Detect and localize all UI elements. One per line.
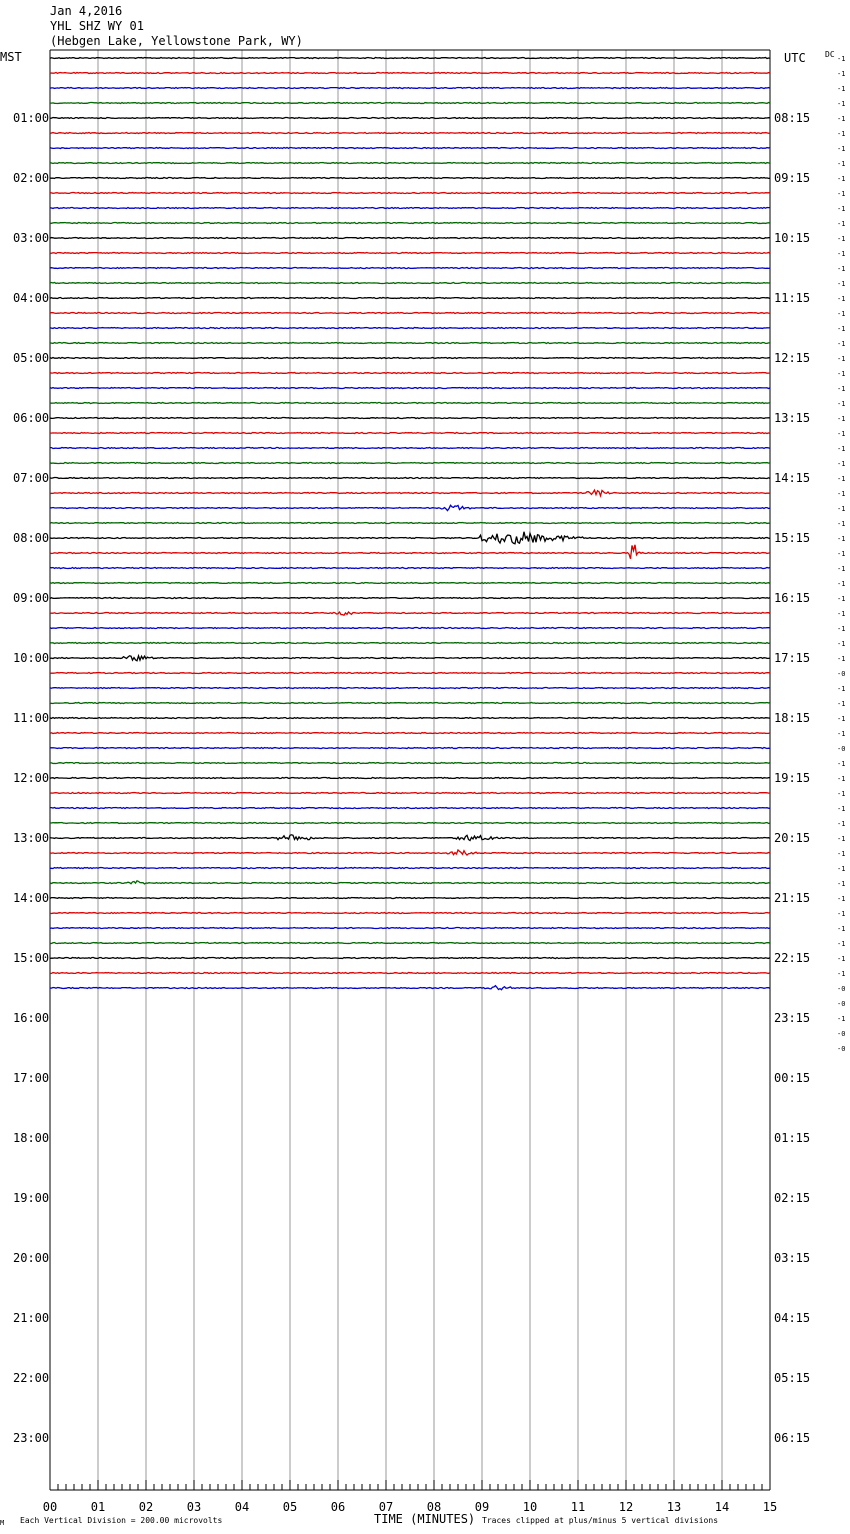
- utc-hour-label: 09:15: [774, 171, 811, 185]
- trace-62: [50, 986, 770, 990]
- trace-52: [50, 835, 770, 841]
- mst-hour-label: 17:00: [13, 1071, 50, 1085]
- dc-offset-label: -1: [837, 610, 846, 618]
- trace-38: [50, 628, 770, 629]
- dc-offset-label: -1: [837, 325, 846, 333]
- dc-offset-label: -1: [837, 895, 846, 903]
- dc-offset-label: -1: [837, 730, 846, 738]
- utc-hour-label: 04:15: [774, 1311, 811, 1325]
- dc-offset-label: -1: [837, 70, 846, 78]
- trace-50: [50, 808, 770, 809]
- x-tick-label: 12: [618, 1500, 634, 1514]
- utc-hour-label: 20:15: [774, 831, 811, 845]
- mst-hour-label: 03:00: [13, 231, 50, 245]
- trace-8: [50, 178, 770, 179]
- dc-offset-label: -1: [837, 550, 846, 558]
- utc-hour-label: 17:15: [774, 651, 811, 665]
- dc-offset-label: -1: [837, 655, 846, 663]
- dc-offset-label: -1: [837, 505, 846, 513]
- trace-3: [50, 103, 770, 104]
- mst-hour-label: 08:00: [13, 531, 50, 545]
- trace-41: [50, 673, 770, 674]
- dc-offset-label: -1: [837, 700, 846, 708]
- trace-25: [50, 433, 770, 434]
- mst-hour-label: 11:00: [13, 711, 50, 725]
- utc-hour-label: 23:15: [774, 1011, 811, 1025]
- dc-offset-label: -0: [837, 1030, 846, 1038]
- trace-49: [50, 793, 770, 794]
- x-tick-label: 13: [666, 1500, 682, 1514]
- utc-hour-label: 19:15: [774, 771, 811, 785]
- dc-label: DC: [825, 50, 835, 59]
- scale-note: Each Vertical Division = 200.00 microvolts: [20, 1516, 223, 1525]
- utc-hour-label: 08:15: [774, 111, 811, 125]
- dc-offset-label: -1: [837, 820, 846, 828]
- x-tick-label: 03: [186, 1500, 202, 1514]
- trace-5: [50, 133, 770, 134]
- trace-26: [50, 448, 770, 449]
- dc-offset-label: -1: [837, 130, 846, 138]
- trace-51: [50, 823, 770, 824]
- mst-hour-label: 14:00: [13, 891, 50, 905]
- trace-33: [50, 545, 770, 559]
- x-tick-label: 07: [378, 1500, 394, 1514]
- dc-offset-label: -1: [837, 85, 846, 93]
- trace-21: [50, 373, 770, 374]
- dc-offset-label: -1: [837, 940, 846, 948]
- header-location: (Hebgen Lake, Yellowstone Park, WY): [50, 34, 303, 48]
- dc-offset-label: -0: [837, 670, 846, 678]
- dc-offset-label: -1: [837, 160, 846, 168]
- mst-hour-label: 06:00: [13, 411, 50, 425]
- utc-hour-label: 03:15: [774, 1251, 811, 1265]
- trace-56: [50, 898, 770, 899]
- x-axis: [43, 1480, 777, 1514]
- trace-18: [50, 328, 770, 329]
- dc-offset-label: -1: [837, 1015, 846, 1023]
- x-tick-label: 08: [426, 1500, 442, 1514]
- dc-offset-label: -1: [837, 625, 846, 633]
- dc-offset-label: -1: [837, 490, 846, 498]
- dc-offset-label: -1: [837, 445, 846, 453]
- mst-hour-label: 09:00: [13, 591, 50, 605]
- dc-offset-label: -0: [837, 985, 846, 993]
- mst-hour-label: 22:00: [13, 1371, 50, 1385]
- trace-group: [50, 58, 770, 990]
- trace-59: [50, 943, 770, 944]
- x-tick-label: 02: [138, 1500, 154, 1514]
- dc-offset-label: -1: [837, 370, 846, 378]
- x-tick-label: 14: [714, 1500, 730, 1514]
- x-tick-label: 10: [522, 1500, 538, 1514]
- trace-44: [50, 718, 770, 719]
- utc-hour-label: 21:15: [774, 891, 811, 905]
- dc-offset-label: -1: [837, 55, 846, 63]
- dc-offset-label: -1: [837, 925, 846, 933]
- x-tick-label: 09: [474, 1500, 490, 1514]
- dc-offset-label: -1: [837, 805, 846, 813]
- utc-hour-label: 10:15: [774, 231, 811, 245]
- header-station: YHL SHZ WY 01: [50, 19, 144, 33]
- trace-27: [50, 463, 770, 464]
- dc-offset-label: -1: [837, 355, 846, 363]
- dc-offset-label: -1: [837, 460, 846, 468]
- mst-hour-label: 19:00: [13, 1191, 50, 1205]
- trace-43: [50, 703, 770, 704]
- trace-53: [50, 850, 770, 855]
- trace-20: [50, 358, 770, 359]
- dc-offset-label: -1: [837, 910, 846, 918]
- utc-hour-label: 05:15: [774, 1371, 811, 1385]
- dc-offset-label: -1: [837, 640, 846, 648]
- x-tick-label: 01: [90, 1500, 106, 1514]
- trace-55: [50, 881, 770, 884]
- trace-22: [50, 388, 770, 389]
- trace-31: [50, 523, 770, 524]
- trace-36: [50, 598, 770, 599]
- trace-1: [50, 73, 770, 74]
- dc-offset-label: -1: [837, 775, 846, 783]
- trace-37: [50, 612, 770, 615]
- trace-61: [50, 973, 770, 974]
- utc-hour-label: 12:15: [774, 351, 811, 365]
- utc-hour-label: 22:15: [774, 951, 811, 965]
- mst-hour-label: 04:00: [13, 291, 50, 305]
- trace-47: [50, 763, 770, 764]
- x-tick-label: 04: [234, 1500, 250, 1514]
- mst-hour-label: 20:00: [13, 1251, 50, 1265]
- corner-mark: M: [0, 1519, 5, 1527]
- utc-hour-label: 16:15: [774, 591, 811, 605]
- mst-hour-label: 16:00: [13, 1011, 50, 1025]
- trace-12: [50, 238, 770, 239]
- trace-23: [50, 403, 770, 404]
- trace-7: [50, 163, 770, 164]
- dc-offset-label: -0: [837, 1000, 846, 1008]
- trace-15: [50, 283, 770, 284]
- dc-offset-label: -1: [837, 265, 846, 273]
- utc-hour-label: 02:15: [774, 1191, 811, 1205]
- dc-offset-label: -1: [837, 880, 846, 888]
- utc-hour-label: 14:15: [774, 471, 811, 485]
- x-tick-label: 05: [282, 1500, 298, 1514]
- header-date: Jan 4,2016: [50, 4, 123, 18]
- x-tick-label: 00: [42, 1500, 58, 1514]
- dc-offset-label: -1: [837, 175, 846, 183]
- dc-offset-label: -1: [837, 415, 846, 423]
- dc-offset-label: -1: [837, 790, 846, 798]
- dc-offset-label: -1: [837, 565, 846, 573]
- dc-offset-label: -1: [837, 685, 846, 693]
- trace-45: [50, 733, 770, 734]
- trace-28: [50, 478, 770, 479]
- trace-10: [50, 208, 770, 209]
- trace-0: [50, 58, 770, 59]
- dc-offset-label: -1: [837, 145, 846, 153]
- clip-note: Traces clipped at plus/minus 5 vertical divisions: [482, 1516, 719, 1525]
- utc-hour-label: 18:15: [774, 711, 811, 725]
- dc-offset-label: -1: [837, 280, 846, 288]
- trace-29: [50, 490, 770, 496]
- trace-9: [50, 193, 770, 194]
- dc-offset-label: -1: [837, 400, 846, 408]
- dc-offset-label: -1: [837, 850, 846, 858]
- utc-hour-label: 06:15: [774, 1431, 811, 1445]
- dc-offset-label: -1: [837, 115, 846, 123]
- trace-2: [50, 88, 770, 89]
- dc-offset-label: -1: [837, 715, 846, 723]
- trace-48: [50, 778, 770, 779]
- utc-hour-label: UTC: [784, 51, 806, 65]
- dc-offset-label: -1: [837, 235, 846, 243]
- dc-offset-label: -1: [837, 310, 846, 318]
- dc-offset-label: -1: [837, 580, 846, 588]
- dc-offset-label: -1: [837, 520, 846, 528]
- dc-offset-label: -1: [837, 100, 846, 108]
- dc-offset-label: -1: [837, 295, 846, 303]
- mst-hour-label: 12:00: [13, 771, 50, 785]
- trace-34: [50, 568, 770, 569]
- dc-offset-label: -1: [837, 955, 846, 963]
- dc-offset-label: -1: [837, 835, 846, 843]
- trace-42: [50, 688, 770, 689]
- trace-39: [50, 643, 770, 644]
- utc-hour-label: 13:15: [774, 411, 811, 425]
- dc-offset-label: -1: [837, 535, 846, 543]
- mst-hour-label: 18:00: [13, 1131, 50, 1145]
- dc-offset-label: -1: [837, 385, 846, 393]
- dc-offset-label: -1: [837, 760, 846, 768]
- dc-offset-label: -1: [837, 190, 846, 198]
- dc-offset-label: -1: [837, 595, 846, 603]
- x-tick-label: 11: [570, 1500, 586, 1514]
- trace-35: [50, 583, 770, 584]
- dc-offset-labels: [837, 55, 845, 1053]
- trace-16: [50, 298, 770, 299]
- trace-14: [50, 268, 770, 269]
- trace-60: [50, 958, 770, 959]
- x-tick-label: 15: [762, 1500, 778, 1514]
- trace-58: [50, 928, 770, 929]
- mst-hour-label: 13:00: [13, 831, 50, 845]
- mst-hour-label: 15:00: [13, 951, 50, 965]
- mst-hour-label: 01:00: [13, 111, 50, 125]
- utc-hour-label: 01:15: [774, 1131, 811, 1145]
- mst-hour-label: 21:00: [13, 1311, 50, 1325]
- trace-57: [50, 913, 770, 914]
- x-axis-title: TIME (MINUTES): [374, 1512, 476, 1526]
- trace-17: [50, 313, 770, 314]
- dc-offset-label: -1: [837, 205, 846, 213]
- trace-11: [50, 223, 770, 224]
- trace-46: [50, 748, 770, 749]
- mst-hour-label: 07:00: [13, 471, 50, 485]
- utc-hour-label: 00:15: [774, 1071, 811, 1085]
- trace-24: [50, 418, 770, 419]
- trace-4: [50, 118, 770, 119]
- trace-54: [50, 868, 770, 869]
- x-tick-label: 06: [330, 1500, 346, 1514]
- left-axis-title: MST: [0, 50, 22, 64]
- mst-hour-label: 23:00: [13, 1431, 50, 1445]
- dc-offset-label: -1: [837, 250, 846, 258]
- mst-hour-label: 10:00: [13, 651, 50, 665]
- trace-6: [50, 148, 770, 149]
- dc-offset-label: -1: [837, 970, 846, 978]
- dc-offset-label: -0: [837, 745, 846, 753]
- trace-19: [50, 343, 770, 344]
- dc-offset-label: -1: [837, 865, 846, 873]
- dc-offset-label: -1: [837, 340, 846, 348]
- mst-hour-label: 02:00: [13, 171, 50, 185]
- dc-offset-label: -1: [837, 220, 846, 228]
- utc-hour-label: 15:15: [774, 531, 811, 545]
- dc-offset-label: -1: [837, 430, 846, 438]
- dc-offset-label: -0: [837, 1045, 846, 1053]
- minute-grid: [50, 50, 770, 1490]
- mst-hour-label: 05:00: [13, 351, 50, 365]
- trace-32: [50, 532, 770, 544]
- dc-offset-label: -1: [837, 475, 846, 483]
- trace-13: [50, 253, 770, 254]
- utc-hour-label: 11:15: [774, 291, 811, 305]
- trace-40: [50, 656, 770, 661]
- trace-30: [50, 505, 770, 510]
